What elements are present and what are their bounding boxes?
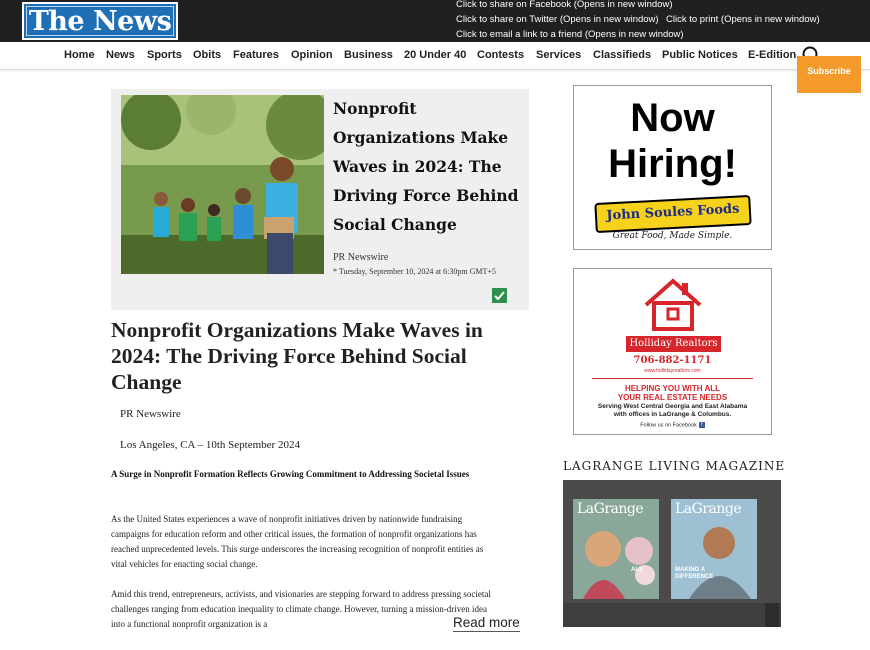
verified-check-icon (491, 287, 508, 304)
article-card (111, 89, 529, 310)
hiring-ad-line1: Now (630, 96, 715, 140)
realtor-divider (592, 378, 753, 379)
realtor-facebook-label: Follow us on Facebook (640, 422, 697, 429)
realtor-help-line1: HELPING YOU WITH ALL (624, 384, 721, 393)
nav-item-sports[interactable]: Sports (147, 49, 182, 61)
realtor-name: Holliday Realtors (626, 336, 721, 352)
article-photo (121, 95, 324, 274)
nav-item-contests[interactable]: Contests (477, 49, 525, 61)
share-twitter-link[interactable]: Click to share on Twitter (Opens in new window) (456, 14, 659, 25)
print-link[interactable]: Click to print (Opens in new window) (666, 14, 820, 25)
hiring-ad-tagline: Great Food, Made Simple. (612, 231, 733, 241)
nav-item-obits[interactable]: Obits (193, 49, 222, 61)
card-title[interactable]: Nonprofit Organizations Make Waves in 2024: The Driving Force Behind Social Change (333, 99, 519, 234)
article-byline: PR Newswire (120, 408, 181, 420)
cover-1-title: LaGrange (577, 501, 644, 517)
logo-frame (26, 6, 174, 36)
cover-2-title: LaGrange (675, 501, 742, 517)
article-subhead: A Surge in Nonprofit Formation Reflects Growing Commitment to Addressing Societal Issues (111, 469, 470, 479)
realtor-help-text (574, 384, 771, 402)
nav-item-business[interactable]: Business (344, 49, 393, 61)
magazine-carousel (563, 480, 781, 627)
nav-item-classifieds[interactable]: Classifieds (593, 49, 652, 61)
email-link[interactable]: Click to email a link to a friend (Opens in new window) (456, 29, 684, 40)
article-paragraph-2: Amid this trend, entrepreneurs, activists, and visionaries are stepping forward to address pressing societal challenges ranging from education inequality to climate change. However, turning a mission-driven idea into a functional nonprofit organization is a (111, 589, 491, 629)
cover-2-caption: MAKING A DIFFERENCE (675, 567, 714, 580)
magazine-heading: LAGRANGE LIVING MAGAZINE (563, 459, 786, 473)
top-bar (0, 0, 870, 42)
magazine-strip (563, 603, 781, 627)
realtor-serving-line1: Serving West Central Georgia and East Alabama (597, 403, 748, 410)
magazine-cover-1[interactable] (573, 499, 659, 599)
facebook-icon: f (699, 422, 705, 428)
nav-item-services[interactable]: Services (536, 49, 582, 61)
nav-item-e-edition[interactable]: E-Edition (748, 49, 797, 61)
house-icon (642, 275, 704, 331)
nav-item-public-notices[interactable]: Public Notices (662, 49, 738, 61)
logo-text: The News (28, 5, 172, 37)
realtor-help-line2: YOUR REAL ESTATE NEEDS (617, 393, 728, 402)
realtor-ad[interactable] (573, 268, 772, 435)
realtor-serving-line2: with offices in LaGrange & Columbus. (613, 411, 732, 418)
magazine-cover-2[interactable] (671, 499, 757, 599)
realtor-url: www.hollidayrealtors.com (644, 368, 701, 374)
article-paragraph-1: As the United States experiences a wave of nonprofit initiatives driven by nationwide fundraising campaigns for education reform and other critical issues, the formation of nonprofit organizations has reached unprecedented levels. This surge underscores the increasing recognition of nonprofit entities as vital vehicles for enacting social change. (111, 514, 484, 569)
carousel-next-button[interactable] (765, 603, 779, 627)
realtor-phone: 706-882-1171 (633, 355, 712, 366)
hiring-ad[interactable] (573, 85, 772, 250)
nav-item-20-under-40[interactable]: 20 Under 40 (404, 49, 467, 61)
nav-item-home[interactable]: Home (64, 49, 95, 61)
realtor-serving-text (574, 403, 771, 419)
volunteers-photo (121, 95, 324, 274)
main-nav (0, 42, 870, 70)
hiring-ad-brand: John Soules Foods (606, 201, 740, 224)
realtor-facebook (574, 422, 771, 428)
article-headline: Nonprofit Organizations Make Waves in 2024: The Driving Force Behind Social Change (111, 318, 483, 394)
card-source: PR Newswire (333, 252, 389, 263)
nav-item-news[interactable]: News (106, 49, 135, 61)
article-dateline: Los Angeles, CA – 10th September 2024 (120, 439, 300, 451)
nav-item-opinion[interactable]: Opinion (291, 49, 333, 61)
hiring-ad-banner (594, 195, 751, 233)
site-logo[interactable] (22, 2, 178, 40)
cover-1-caption: ALS (631, 567, 643, 573)
subscribe-button[interactable]: Subscribe (797, 56, 861, 93)
read-more-link[interactable]: Read more (453, 615, 520, 630)
card-date: * Tuesday, September 10, 2024 at 6:30pm GMT+5 (333, 267, 496, 276)
hiring-ad-line2: Hiring! (608, 142, 737, 186)
share-facebook-link[interactable]: Click to share on Facebook (Opens in new window) (456, 0, 673, 10)
nav-item-features[interactable]: Features (233, 49, 279, 61)
